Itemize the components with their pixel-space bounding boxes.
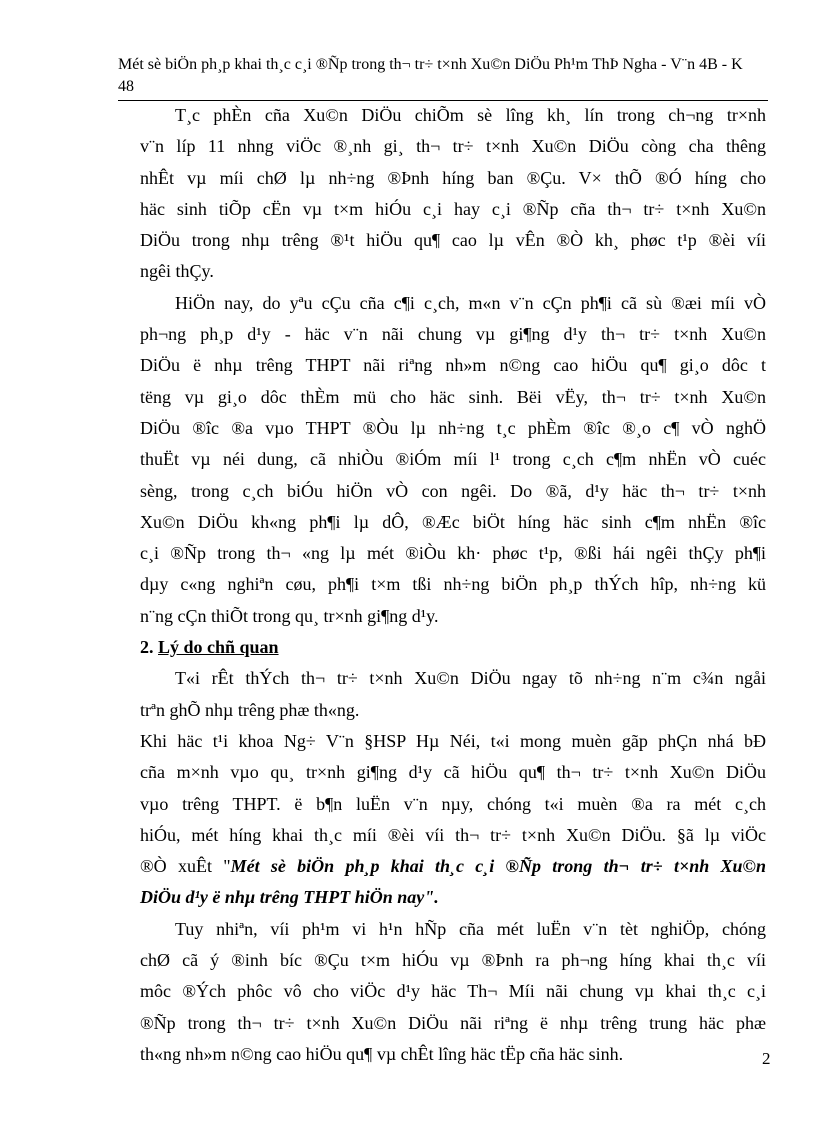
text-line: ngêi thÇy. [140, 261, 214, 282]
text-line: T«i rÊt thÝch th¬ tr÷ t×nh Xu©n DiÖu ngay tõ nh÷ng n¨m c¾n ngåi [175, 668, 766, 689]
text-line: Tuy nhiªn, víi ph¹m vi h¹n hÑp cña mét luËn v¨n tèt nghiÖp, chóng [175, 918, 766, 939]
text-line: Khi häc t¹i khoa Ng÷ V¨n §HSP Hµ Néi, t«i mong muèn gãp phÇn nhá bÐ [140, 730, 766, 751]
emphasized-title: DiÖu d¹y ë nhµ trêng THPT hiÖn nay [140, 887, 425, 908]
text-line: v¨n líp 11 nhng viÖc ®¸nh gi¸ th¬ tr÷ t×nh Xu©n DiÖu còng cha thêng [140, 136, 766, 157]
emphasized-title: Mét sè biÖn ph¸p khai th¸c c¸i ®Ñp trong th¬ tr÷ t×nh Xu©n [230, 856, 766, 877]
text-line: cña m×nh vµo qu¸ tr×nh gi¶ng d¹y cã hiÖu qu¶ th¬ tr÷ t×nh Xu©n DiÖu [140, 762, 766, 783]
text-line: thuËt vµ néi dung, cã nhiÒu ®iÓm míi l¹ trong c¸ch c¶m nhËn vÒ cuéc [140, 449, 766, 470]
paragraph-1 [140, 100, 766, 288]
text-line: th«ng nh»m n©ng cao hiÖu qu¶ vµ chÊt lîng häc tËp cña häc sinh. [140, 1043, 624, 1064]
text-line: chØ cã ý ®inh bíc ®Çu t×m hiÓu vµ ®Þnh ra ph¬ng híng khai th¸c víi [140, 950, 766, 971]
text-line: Xu©n DiÖu kh«ng ph¶i lµ dÔ, ®Æc biÖt híng häc sinh c¶m nhËn ®îc [140, 511, 766, 532]
text-line: dµy c«ng nghiªn cøu, ph¶i t×m tßi nh÷ng biÖn ph¸p thÝch hîp, nh÷ng kü [140, 574, 766, 595]
text-line: sèng, trong c¸ch biÓu hiÖn vÒ con ngêi. Do ®ã, d¹y häc th¬ tr÷ t×nh [140, 480, 766, 501]
text-line: môc ®Ých phôc vô cho viÖc d¹y häc Th¬ Míi nãi chung vµ khai th¸c c¸i [140, 981, 766, 1002]
section-heading [140, 632, 766, 663]
text-line: DiÖu trong nhµ trêng ®¹t hiÖu qu¶ cao lµ vÊn ®Ò kh¸ phøc t¹p ®èi víi [140, 230, 766, 251]
header-line: 48 [118, 78, 134, 95]
paragraph-2 [140, 288, 766, 632]
paragraph-3 [140, 663, 766, 726]
text-line: tëng vµ gi¸o dôc thÈm mü cho häc sinh. Bëi vËy, th¬ tr÷ t×nh Xu©n [140, 386, 766, 407]
running-header [118, 54, 768, 98]
text-line: ph¬ng ph¸p d¹y - häc v¨n nãi chung vµ gi¶ng d¹y th¬ tr÷ t×nh Xu©n [140, 324, 766, 345]
text-line: DiÖu ë nhµ trêng THPT nãi riªng nh»m n©ng cao hiÖu qu¶ gi¸o dôc t [140, 355, 766, 376]
section-title: Lý do chñ quan [158, 637, 279, 658]
text-line: c¸i ®Ñp trong th¬ «ng lµ mét ®iÒu kh· phøc t¹p, ®ßi hái ngêi thÇy ph¶i [140, 543, 766, 564]
text-line: nhÊt vµ míi chØ lµ nh÷ng ®Þnh híng ban ®Çu. V× thÕ ®Ó híng cho [140, 167, 766, 188]
text-line: häc sinh tiÕp cËn vµ t×m hiÓu c¸i hay c¸i ®Ñp cña th¬ tr÷ t×nh Xu©n [140, 198, 766, 219]
text-line: T¸c phÈn cña Xu©n DiÖu chiÕm sè lîng kh¸ lín trong ch¬ng tr×nh [175, 105, 766, 125]
section-number: 2. [140, 637, 154, 658]
text-line: trªn ghÕ nhµ trêng phæ th«ng. [140, 699, 360, 720]
text-line: hiÓu, mét híng khai th¸c míi ®èi víi th¬ tr÷ t×nh Xu©n DiÖu. §ã lµ viÖc [140, 824, 766, 845]
text-fragment: ". [424, 887, 439, 908]
text-line [140, 851, 766, 882]
document-body [140, 100, 766, 1070]
text-fragment: ®Ò xuÊt " [140, 856, 231, 877]
paragraph-5 [140, 914, 766, 1070]
header-line: Mét sè biÖn ph¸p khai th¸c c¸i ®Ñp trong th¬ tr÷ t×nh Xu©n DiÖu Ph¹m ThÞ Ngha - V¨n 4B - K [118, 56, 743, 73]
text-line: DiÖu ®îc ®a vµo THPT ®Òu lµ nh÷ng t¸c phÈm ®îc ®¸o c¶ vÒ nghÖ [140, 417, 766, 438]
text-line: vµo trêng THPT. ë b¶n luËn v¨n nµy, chóng t«i muèn ®a ra mét c¸ch [140, 793, 766, 814]
text-line: n¨ng cÇn thiÕt trong qu¸ tr×nh gi¶ng d¹y. [140, 605, 439, 626]
text-line: ®Ñp trong th¬ tr÷ t×nh Xu©n DiÖu nãi riªng ë nhµ trêng trung häc phæ [140, 1012, 766, 1033]
text-line: HiÖn nay, do yªu cÇu cña c¶i c¸ch, m«n v¨n cÇn ph¶i cã sù ®æi míi vÒ [175, 292, 766, 313]
paragraph-4 [140, 726, 766, 914]
page-number: 2 [762, 1049, 771, 1068]
text-line [140, 882, 766, 913]
